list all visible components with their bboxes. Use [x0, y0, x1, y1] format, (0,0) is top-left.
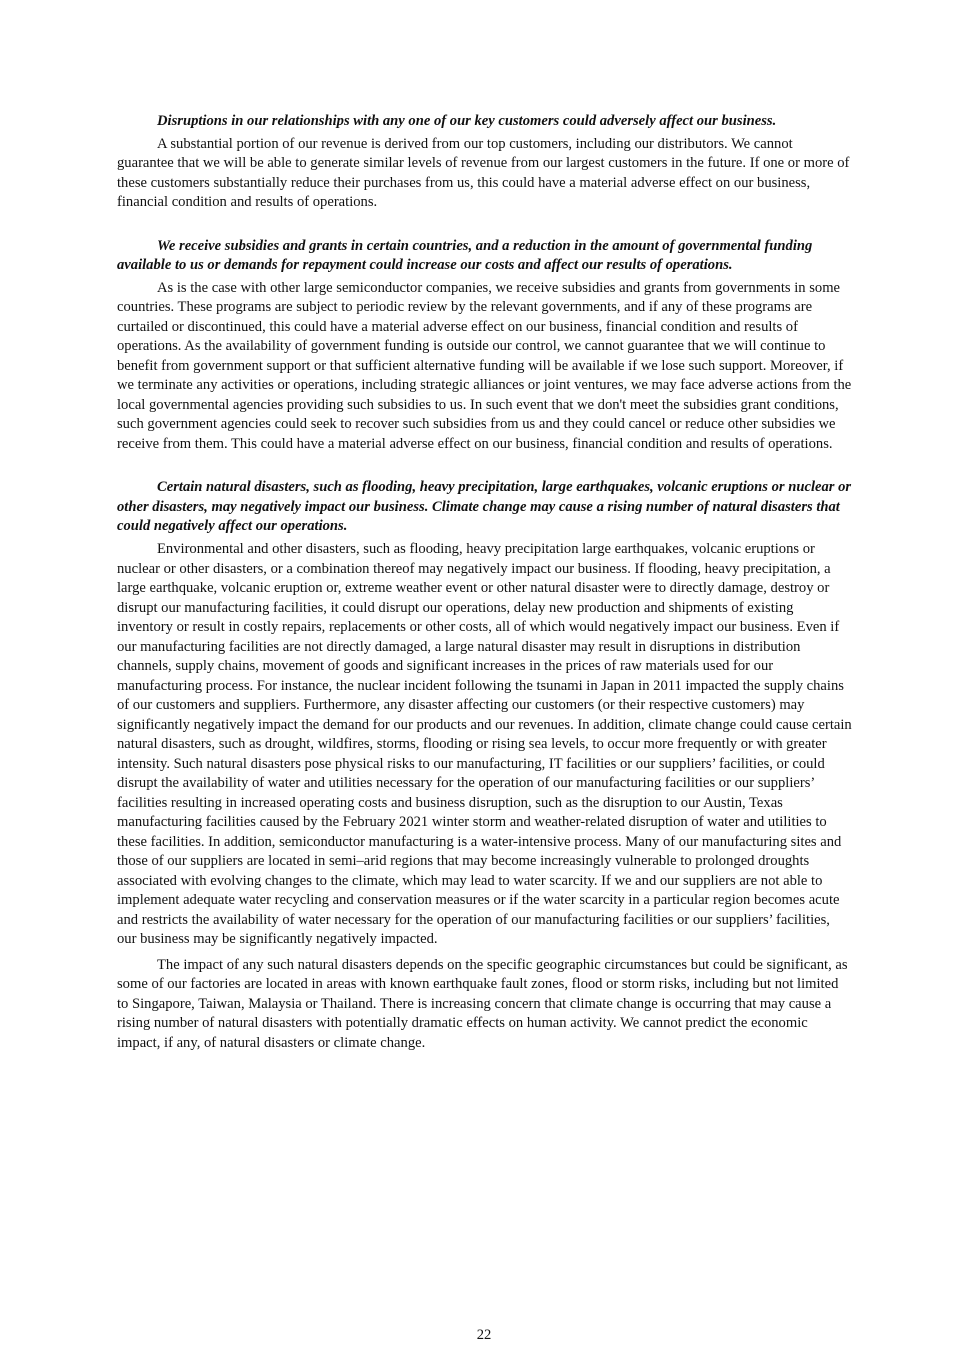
section-heading: Certain natural disasters, such as flooding, heavy precipitation, large earthquakes, volcanic eruptions or nuclear or other disasters, may negatively impact our business. Climate change may cause a rising number of natural disasters that could negatively affect our operations.: [117, 479, 852, 535]
risk-section-customers: [117, 112, 852, 213]
risk-section-natural-disasters: [117, 478, 852, 1053]
section-heading: We receive subsidies and grants in certain countries, and a reduction in the amount of governmental funding available to us or demands for repayment could increase our costs and affect our results of operations.: [117, 237, 813, 274]
body-paragraph: A substantial portion of our revenue is derived from our top customers, including our distributors. We cannot guarantee that we will be able to generate similar levels of revenue from our largest customers in the future. If one or more of these customers substantially reduce their purchases from us, this could have a material adverse effect on our business, financial condition and results of operations.: [117, 135, 850, 211]
document-page: [117, 112, 852, 1077]
section-heading: Disruptions in our relationships with any one of our key customers could adversely affect our business.: [157, 113, 777, 129]
body-paragraph: As is the case with other large semiconductor companies, we receive subsidies and grants from governments in some countries. These programs are subject to periodic review by the relevant governments, and if any of these programs are curtailed or discontinued, this could have a material adverse effect on our business, financial condition and results of operations. As the availability of government funding is outside our control, we cannot guarantee that we will continue to benefit from government support or that sufficient alternative funding will be available if we lose such support. Moreover, if we terminate any activities or operations, including strategic alliances or joint ventures, we may face adverse actions from the local governmental agencies providing such subsidies to us. In such event that we don't meet the subsidies grant conditions, such government agencies could seek to recover such subsidies from us and they could cancel or reduce other subsidies we receive from them. This could have a material adverse effect on our business, financial condition and results of operations.: [117, 279, 852, 452]
body-paragraph: The impact of any such natural disasters depends on the specific geographic circumstances but could be significant, as some of our factories are located in areas with known earthquake fault zones, flood or storm risks, including but not limited to Singapore, Taiwan, Malaysia or Thailand. There is increasing concern that climate change is occurring that may cause a rising number of natural disasters with potentially dramatic effects on human activity. We cannot predict the economic impact, if any, of natural disasters or climate change.: [117, 956, 848, 1051]
body-paragraph: Environmental and other disasters, such as flooding, heavy precipitation large earthquakes, volcanic eruptions or nuclear or other disasters, or a combination thereof may negatively impact our business. If flooding, heavy precipitation, a large earthquake, volcanic eruption or, extreme weather event or other natural disaster were to directly damage, destroy or disrupt our manufacturing facilities, it could disrupt our operations, delay new production and shipments of existing inventory or result in costly repairs, replacements or other costs, all of which would negatively impact our business. Even if our manufacturing facilities are not directly damaged, a large natural disaster may result in disruptions in distribution channels, supply chains, movement of goods and significant increases in the prices of raw materials used for our manufacturing process. For instance, the nuclear incident following the tsunami in Japan in 2011 impacted the supply chains of our customers and suppliers. Furthermore, any disaster affecting our customers (or their respective customers) may significantly negatively impact the demand for our products and our revenues. In addition, climate change could cause certain natural disasters, such as drought, wildfires, storms, flooding or rising sea levels, to occur more frequently or with greater intensity. Such natural disasters pose physical risks to our manufacturing, IT facilities or our suppliers’ facilities, or could disrupt the availability of water and utilities necessary for the operation of our manufacturing facilities or our suppliers’ facilities resulting in increased operating costs and business disruption, such as the disruption to our Austin, Texas manufacturing facilities caused by the February 2021 winter storm and weather-related disruption of water and utilities to these facilities. In addition, semiconductor manufacturing is a water-intensive process. Many of our manufacturing sites and those of our suppliers are located in semi–arid regions that may become increasingly vulnerable to prolonged droughts associated with evolving changes to the climate, which may lead to water scarcity. If we and our suppliers are not able to implement adequate water recycling and conservation measures or if the water scarcity in a particular region becomes acute and restricts the availability of water necessary for the operation of our manufacturing facilities or our suppliers’ facilities, our business may be significantly negatively impacted.: [117, 541, 852, 948]
risk-section-subsidies: [117, 237, 852, 455]
page-number: 22: [476, 1327, 492, 1343]
